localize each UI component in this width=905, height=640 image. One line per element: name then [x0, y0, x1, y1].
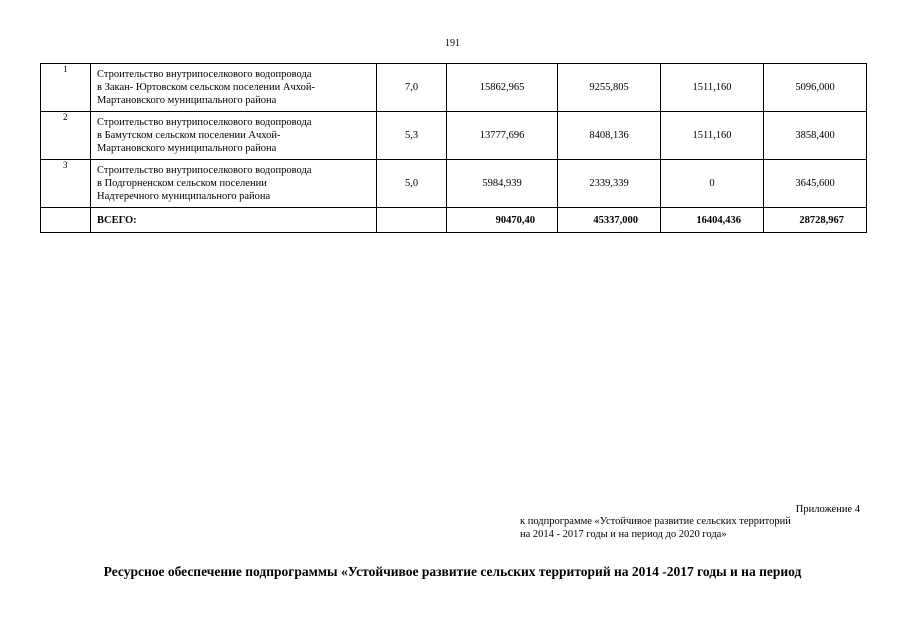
- object-name-line: в Бамутском сельском поселении Ачхой-: [97, 130, 281, 141]
- object-name-line: Строительство внутрипоселкового водопровода: [97, 69, 312, 80]
- object-name: [91, 112, 377, 160]
- federal-cell: 9255,805: [558, 64, 661, 112]
- table-row: [41, 160, 867, 208]
- appendix-caption: [520, 515, 791, 541]
- regional-cell: 1511,160: [661, 64, 764, 112]
- total-empty-cell: [41, 208, 91, 233]
- length-cell: 7,0: [377, 64, 447, 112]
- appendix-line: к подпрограмме «Устойчивое развитие сельских территорий: [520, 516, 791, 527]
- row-number: 2: [41, 112, 91, 160]
- total-empty-cell: [377, 208, 447, 233]
- total-cell: 15862,965: [447, 64, 558, 112]
- other-cell: 3858,400: [764, 112, 867, 160]
- page-number: 191: [445, 38, 460, 49]
- table-row: [41, 64, 867, 112]
- total-cell: 5984,939: [447, 160, 558, 208]
- object-name-line: Мартановского муниципального района: [97, 143, 277, 154]
- total-regional: 16404,436: [661, 208, 764, 233]
- appendix-line: на 2014 - 2017 годы и на период до 2020 года»: [520, 529, 727, 540]
- object-name-line: Мартановского муниципального района: [97, 95, 277, 106]
- object-name-line: в Закан- Юртовском сельском поселении Ачхой-: [97, 82, 315, 93]
- object-name: [91, 160, 377, 208]
- total-row: [41, 208, 867, 233]
- other-cell: 3645,600: [764, 160, 867, 208]
- total-sum: 90470,40: [447, 208, 558, 233]
- length-cell: 5,3: [377, 112, 447, 160]
- appendix-title: Приложение 4: [795, 504, 860, 515]
- object-name-line: Надтеречного муниципального района: [97, 191, 271, 202]
- federal-cell: 2339,339: [558, 160, 661, 208]
- row-number: 1: [41, 64, 91, 112]
- row-number: 3: [41, 160, 91, 208]
- federal-cell: 8408,136: [558, 112, 661, 160]
- length-cell: 5,0: [377, 160, 447, 208]
- table-row: [41, 112, 867, 160]
- section-title: Ресурсное обеспечение подпрограммы «Устойчивое развитие сельских территорий на 2014 -2017 годы и на период: [103, 564, 802, 579]
- object-name: [91, 64, 377, 112]
- object-name-line: Строительство внутрипоселкового водопровода: [97, 165, 312, 176]
- regional-cell: 0: [661, 160, 764, 208]
- object-name-line: Строительство внутрипоселкового водопровода: [97, 117, 312, 128]
- object-name-line: в Подгорненском сельском поселении: [97, 178, 267, 189]
- other-cell: 5096,000: [764, 64, 867, 112]
- funding-table: [40, 63, 867, 233]
- total-cell: 13777,696: [447, 112, 558, 160]
- total-federal: 45337,000: [558, 208, 661, 233]
- regional-cell: 1511,160: [661, 112, 764, 160]
- total-other: 28728,967: [764, 208, 867, 233]
- total-label: ВСЕГО:: [91, 208, 377, 233]
